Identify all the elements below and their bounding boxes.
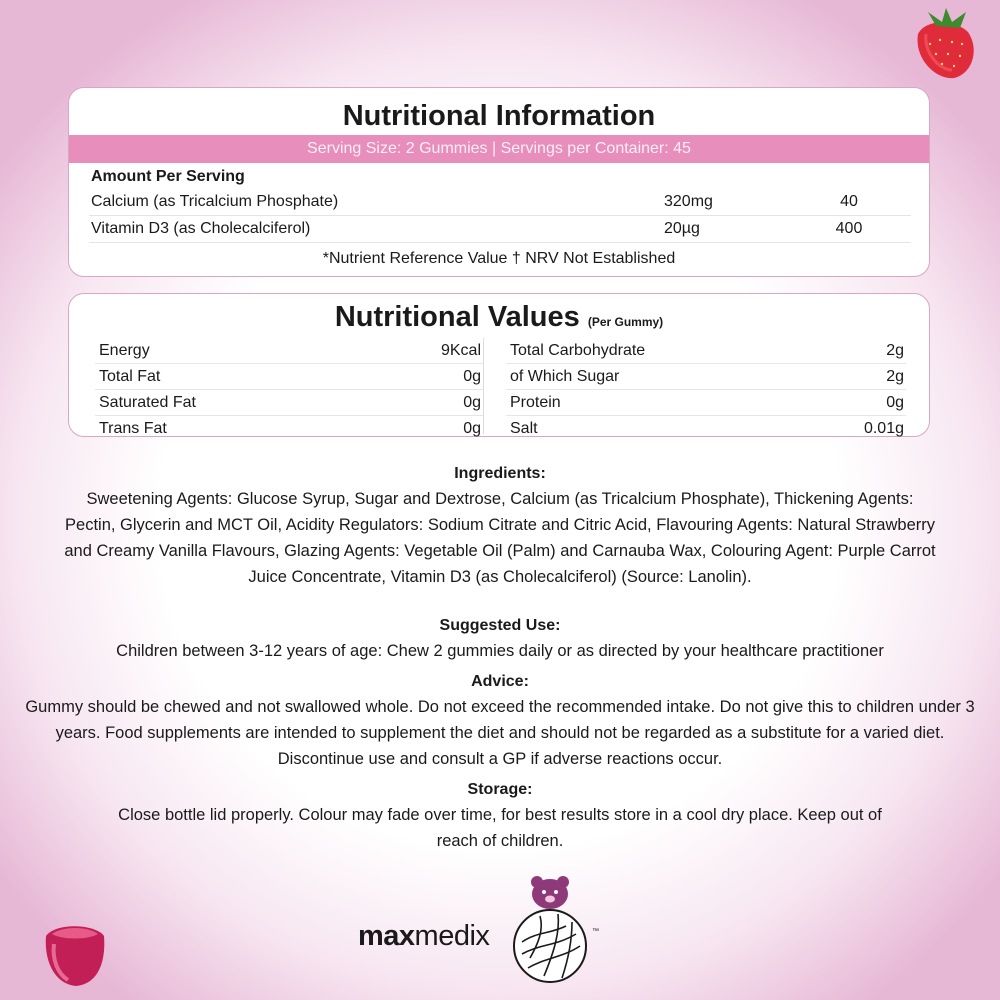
table-row [95,364,483,390]
nutrient-nrv: 40 [840,193,858,210]
suggested-use-text: Children between 3-12 years of age: Chew 2 gummies daily or as directed by your healthcare practitioner [116,642,884,660]
storage-heading: Storage: [467,781,533,798]
value-amount: 0g [886,394,904,411]
per-gummy-label: (Per Gummy) [587,315,664,329]
table-row [506,364,906,390]
nutrient-amount: 20µg [664,220,700,237]
value-name: Salt [510,420,538,437]
maxmedix-bear-logo-icon [510,872,590,997]
value-amount: 0g [463,394,481,411]
value-amount: 0.01g [863,420,904,437]
value-amount: 9Kcal [440,342,481,359]
nutritional-values-title: Nutritional Values [334,301,580,333]
nutrient-nrv: 400 [835,220,863,237]
strawberry-image [906,4,986,89]
brand-part-max: max [358,920,415,952]
amount-per-serving-label: Amount Per Serving [91,168,245,185]
nutritional-values-panel [68,293,930,437]
ingredients-section [0,462,1000,590]
table-row [506,338,906,364]
storage-text: Close bottle lid properly. Colour may fade over time, for best results store in a cool dry place. Keep out of reach of children. [118,806,882,850]
table-row [89,189,911,216]
nutritional-information-title: Nutritional Information [342,100,656,132]
value-amount: 2g [886,368,904,385]
storage-section [0,778,1000,854]
value-name: Protein [510,394,561,411]
nutrient-table [89,165,911,243]
serving-size-bar: Serving Size: 2 Gummies | Servings per Container: 45 [69,135,929,163]
value-amount: 0g [463,368,481,385]
nutritional-values-heading [69,300,929,334]
value-amount: 2g [886,342,904,359]
brand-part-medix: medix [414,920,490,952]
nutritional-values-right-column [506,338,906,441]
value-name: Total Fat [99,368,161,385]
table-row [506,416,906,441]
suggested-use-section [0,614,1000,664]
value-name: of Which Sugar [510,368,620,385]
gummy-image [40,910,112,995]
nutrient-name: Calcium (as Tricalcium Phosphate) [91,193,339,210]
table-row [89,216,911,243]
column-divider [483,338,484,434]
nrv-footnote: *Nutrient Reference Value † NRV Not Established [322,250,676,267]
advice-text: Gummy should be chewed and not swallowed whole. Do not exceed the recommended intake. Do not give this to children under 3 years. Food supplements are intended to supplement the diet and should not be regarded as a substitute for a varied diet. Discontinue use and consult a GP if adverse reactions occur. [25,698,975,768]
trademark-symbol: ™ [592,928,599,935]
amount-per-serving-header [89,165,911,189]
suggested-use-heading: Suggested Use: [439,617,561,634]
table-row [95,416,483,441]
ingredients-text: Sweetening Agents: Glucose Syrup, Sugar and Dextrose, Calcium (as Tricalcium Phosphate), Thickening Agents: Pectin, Glycerin and MCT Oil, Acidity Regulators: Sodium Citrate and Citric Acid, Flavouring Agents: Natural Strawberry and Creamy Vanilla Flavours, Glazing Agents: Vegetable Oil (Palm) and Carnauba Wax, Colouring Agent: Purple Carrot Juice Concentrate, Vitamin D3 (as Cholecalciferol) (Source: Lanolin). [64,490,936,586]
ingredients-heading: Ingredients: [454,465,546,482]
nutrient-amount: 320mg [664,193,713,210]
brand-wordmark [358,920,489,953]
nutritional-information-panel [68,87,930,277]
value-name: Energy [99,342,150,359]
value-name: Total Carbohydrate [510,342,646,359]
value-name: Saturated Fat [99,394,196,411]
nutrient-name: Vitamin D3 (as Cholecalciferol) [91,220,311,237]
table-row [95,390,483,416]
table-row [506,390,906,416]
advice-section [0,670,1000,772]
value-name: Trans Fat [99,420,167,437]
advice-heading: Advice: [471,673,529,690]
table-row [95,338,483,364]
value-amount: 0g [463,420,481,437]
nutritional-values-left-column [95,338,483,441]
